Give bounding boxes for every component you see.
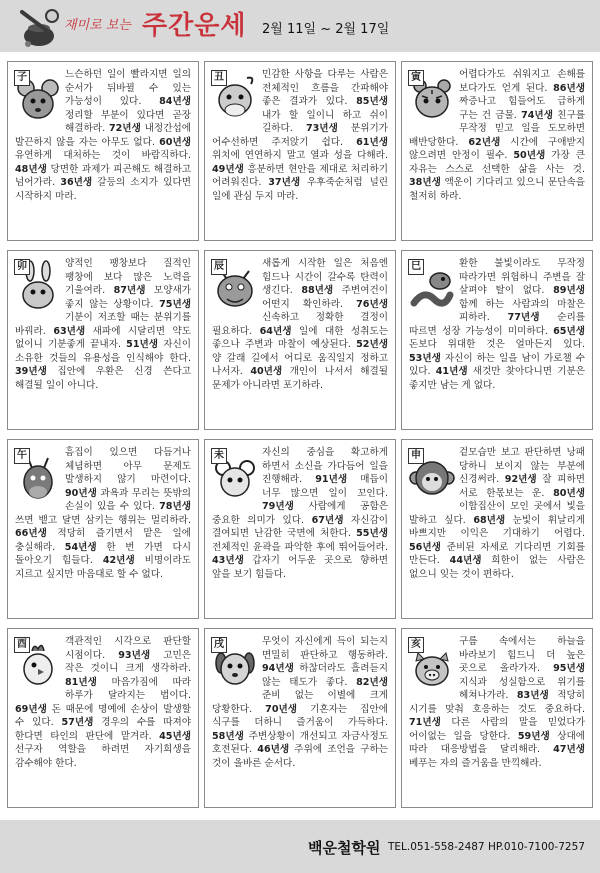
fortune-segment: 기분이 저조할 때는 분위기를 바꿔라. <box>15 312 191 337</box>
fortune-segment: 상대에 따라 대응방법을 달리해라. <box>409 730 585 755</box>
fortune-segment: 새롭게 시작한 일은 처음엔 힘드나 시간이 갈수록 탄력이 생긴다. <box>262 258 388 296</box>
birth-year: 49년생 <box>212 163 244 175</box>
fortune-segment: 개인이 나서서 해결될 문제가 아니라면 포기하라. <box>212 366 388 391</box>
fortune-segment: 경우의 수를 따져야 한다면 타인의 판단에 맡겨라. <box>15 717 191 742</box>
fortune-segment: 양적인 팽창보다 질적인 팽창에 보다 많은 노력을 기울여라. <box>65 258 191 296</box>
fortune-segment: 자신의 중심을 확고하게 하면서 소신을 가다듬어 일을 진행해라. <box>262 447 388 485</box>
birth-year: 68년생 <box>473 514 506 526</box>
fortune-segment: 매듭이 너무 많으면 일이 꼬인다. <box>262 474 389 499</box>
birth-year: 76년생 <box>356 298 388 310</box>
fortune-segment: 흠집이 있으면 다듬거나 체념하면 아무 문제도 발생하지 않기 마련이다. <box>65 447 191 485</box>
birth-year: 79년생 <box>262 501 294 512</box>
fortune-segment: 새것만 찾아다니면 기분은 좋지만 남는 게 없다. <box>409 366 585 391</box>
fortune-segment: 내정간섭에 발끈하지 않을 자는 아무도 없다. <box>15 123 192 148</box>
fortune-segment: 겉모습만 보고 판단하면 낭패 당하니 보이지 않는 부분에 신경써라. <box>459 447 585 485</box>
birth-year: 86년생 <box>553 82 585 94</box>
birth-year: 77년생 <box>507 312 540 323</box>
fortune-segment: 환한 불빛이라도 무작정 따라가면 위험하니 주변을 잘 살펴야 탈이 없다. <box>459 258 585 296</box>
zodiac-char: 戌 <box>211 637 227 653</box>
fortune-segment: 우후죽순처럼 널린 일에 관심 두지 마라. <box>212 177 388 202</box>
lucky-pot-icon <box>16 6 62 48</box>
fortune-segment: 내가 할 일이니 하고 쉬이 길하다. <box>262 109 388 134</box>
birth-year: 56년생 <box>409 541 441 553</box>
zodiac-char: 卯 <box>14 259 30 275</box>
birth-year: 72년생 <box>108 123 141 134</box>
fortune-segment: 기혼자는 집안에 식구를 더하니 즐거움이 가득하다. <box>212 703 388 728</box>
birth-year: 89년생 <box>553 285 585 296</box>
birth-year: 93년생 <box>118 649 151 661</box>
birth-year: 38년생 <box>409 177 441 188</box>
fortune-card-tiger <box>401 61 593 241</box>
birth-year: 42년생 <box>102 555 135 566</box>
fortune-segment: 쓰면 뱉고 달면 삼키는 행위는 멀리하라. <box>15 514 191 526</box>
footer-bar <box>0 820 600 873</box>
zodiac-char: 寅 <box>408 70 424 86</box>
birth-year: 85년생 <box>356 96 388 107</box>
birth-year: 71년생 <box>409 717 441 728</box>
birth-year: 45년생 <box>159 730 191 742</box>
fortune-segment: 위치에 연연하지 말고 열과 성을 다해라. <box>212 150 388 161</box>
fortune-segment: 한 번 가면 다시 돌아오기 힘들다. <box>15 541 191 566</box>
birth-year: 37년생 <box>268 177 301 188</box>
fortune-segment: 고민은 작은 것이니 크게 생각하라. <box>65 649 192 674</box>
birth-year: 88년생 <box>301 285 334 296</box>
fortune-segment: 일에 대한 성취도는 좋으나 주변과 마찰이 예상된다. <box>212 325 389 350</box>
birth-year: 53년생 <box>409 352 441 364</box>
fortune-segment: 마음가짐에 따라 하루가 달라지는 법이다. <box>65 676 191 701</box>
zodiac-char: 午 <box>14 448 30 464</box>
header-bar <box>0 0 600 52</box>
birth-year: 62년생 <box>468 136 501 148</box>
fortune-card-rooster <box>7 628 199 808</box>
fortune-segment: 당면한 과제가 피곤해도 해결하고 넘어가라. <box>15 163 191 188</box>
header-subtitle: 재미로 보는 <box>64 18 131 33</box>
birth-year: 75년생 <box>159 298 191 310</box>
fortune-segment: 준비된 자세로 기다리면 기회를 만든다. <box>409 541 585 566</box>
fortune-segment: 적당히 시기를 맞춰 호응하는 것도 중요하다. <box>409 690 585 715</box>
fortune-segment: 분위기가 어수선하면 주저앉기 쉽다. <box>212 123 389 148</box>
zodiac-char: 酉 <box>14 637 30 653</box>
fortune-segment: 지식과 성실함으로 위기를 헤쳐나가라. <box>459 676 585 701</box>
birth-year: 43년생 <box>212 555 244 566</box>
fortune-segment: 신속하고 정확한 결정이 필요하다. <box>212 312 388 337</box>
birth-year: 64년생 <box>259 325 292 337</box>
birth-year: 81년생 <box>65 676 97 688</box>
birth-year: 67년생 <box>311 514 344 526</box>
fortune-segment: 준비 없는 이별에 크게 당황한다. <box>212 690 388 715</box>
birth-year: 92년생 <box>504 474 537 485</box>
birth-year: 80년생 <box>553 487 585 499</box>
zodiac-char: 子 <box>14 70 30 86</box>
birth-year: 90년생 <box>65 487 97 499</box>
academy-name: 백운철학원 <box>308 839 381 857</box>
birth-year: 58년생 <box>212 730 244 742</box>
birth-year: 66년생 <box>15 528 47 539</box>
fortune-segment: 짜증나고 힘들어도 급하게 구는 건 금물. <box>459 96 585 121</box>
fortune-card-rat <box>7 61 199 241</box>
birth-year: 61년생 <box>356 136 388 148</box>
birth-year: 44년생 <box>449 555 482 566</box>
birth-year: 91년생 <box>315 474 348 485</box>
zodiac-char: 辰 <box>211 259 227 275</box>
fortune-segment: 돈 때문에 명예에 손상이 발생할 수 있다. <box>15 703 191 728</box>
fortune-segment: 민감한 사항을 다루는 사람은 전체적인 흐름을 간파해야 좋은 결과가 있다. <box>262 69 388 107</box>
birth-year: 59년생 <box>517 730 550 742</box>
fortune-card-rabbit <box>7 250 199 430</box>
birth-year: 70년생 <box>265 703 298 715</box>
birth-year: 51년생 <box>126 339 159 350</box>
birth-year: 95년생 <box>553 663 585 674</box>
fortune-card-sheep <box>204 439 396 619</box>
birth-year: 69년생 <box>15 703 47 715</box>
fortune-segment: 베푸는 자의 즐거움을 만끽해라. <box>409 757 542 769</box>
fortune-segment: 다른 사람의 말을 믿었다가 어이없는 일을 당한다. <box>409 717 585 742</box>
birth-year: 57년생 <box>61 717 94 728</box>
fortune-card-dog <box>204 628 396 808</box>
fortune-segment: 돈보다 위대한 것은 얼마든지 있다. <box>409 339 585 350</box>
fortune-segment: 이합집산이 모인 곳에서 빛을 발하고 싶다. <box>409 501 585 526</box>
birth-year: 94년생 <box>262 663 294 674</box>
birth-year: 55년생 <box>356 528 388 539</box>
fortune-segment: 주변여건이 어떤지 확인하라. <box>262 285 388 310</box>
fortune-card-monkey <box>401 439 593 619</box>
fortune-segment: 주위에 조언을 구하는 것이 올바른 순서다. <box>212 744 388 769</box>
birth-year: 63년생 <box>53 325 86 337</box>
fortune-segment: 집안에 우환은 신경 쓴다고 해결될 일이 아니다. <box>15 366 191 391</box>
fortune-segment: 정리할 부분이 있다면 곧장 해결하라. <box>65 109 191 134</box>
fortune-card-ox <box>204 61 396 241</box>
zodiac-char: 亥 <box>408 637 424 653</box>
birth-year: 74년생 <box>521 109 553 121</box>
zodiac-char: 未 <box>211 448 227 464</box>
fortune-segment: 객관적인 시각으로 판단할 시점이다. <box>65 636 191 661</box>
birth-year: 46년생 <box>257 744 290 755</box>
fortune-segment: 과욕과 무리는 뜻밖의 손실이 있을 수 있다. <box>65 487 191 512</box>
fortune-segment: 비명이라도 지르고 싶지만 마음대로 할 수 없다. <box>15 555 192 580</box>
fortune-segment: 무엇이 자신에게 득이 되는지 면밀히 판단하고 행동하라. <box>262 636 388 661</box>
fortune-segment: 유연하게 대처하는 것이 바람직하다. <box>15 150 191 161</box>
fortune-segment: 희한이 없는 사람은 없으니 잊는 것이 편하다. <box>409 555 585 580</box>
birth-year: 78년생 <box>159 501 191 512</box>
birth-year: 36년생 <box>60 177 93 188</box>
fortune-segment: 선구자 역할을 하려면 자기희생을 감수해야 한다. <box>15 744 191 769</box>
fortune-segment: 자신이 소유한 것들의 유용성을 인식해야 한다. <box>15 339 191 364</box>
fortune-segment: 구름 속에서는 하늘을 바라보기 힘드니 더 높은 곳으로 올라가자. <box>459 636 585 674</box>
birth-year: 73년생 <box>305 123 338 134</box>
fortune-segment: 어렵다가도 쉬워지고 손해를 보다가도 얻게 된다. <box>459 69 585 94</box>
fortune-segment: 흥분하면 현안을 제대로 처리하기 어려워진다. <box>212 163 388 188</box>
fortune-segment: 양 갈래 길에서 어디로 움직일지 정하고 나서자. <box>212 352 388 377</box>
fortune-segment: 눈빛이 휘날리게 바쁘지만 이익은 기대하기 어렵다. <box>409 514 585 539</box>
fortune-segment: 함께 하는 사람과의 마찰은 피하라. <box>459 298 585 323</box>
fortune-segment: 시간에 구애받지 않으려면 안정이 필수. <box>409 136 585 161</box>
fortune-segment: 자신감이 결여되면 난감한 국면에 처한다. <box>212 514 388 539</box>
fortune-segment: 전체적인 윤곽을 파악한 후에 뛰어들어라. <box>212 541 388 553</box>
birth-year: 40년생 <box>250 366 283 377</box>
fortune-segment: 자신이 하는 일을 남이 가로챌 수 있다. <box>409 352 585 377</box>
birth-year: 87년생 <box>113 285 146 296</box>
fortune-segment: 모양새가 좋지 않는 상황이다. <box>65 285 191 310</box>
birth-year: 52년생 <box>356 339 388 350</box>
fortune-segment: 느슨하던 일이 빨라지면 일의 순서가 뒤바뀔 수 있는 가능성이 있다. <box>65 69 191 107</box>
fortune-segment: 사람에게 공함은 중요한 의미가 있다. <box>212 501 388 526</box>
fortune-segment: 새파에 시달리면 약도 없이니 기분좋게 끝내자. <box>15 325 191 350</box>
birth-year: 60년생 <box>159 136 191 148</box>
fortune-segment: 주변상황이 개선되고 자금사정도 호전된다. <box>212 730 388 755</box>
fortune-segment: 친구를 무작정 믿고 일을 도모하면 배반당한다. <box>409 109 585 148</box>
zodiac-char: 申 <box>408 448 424 464</box>
fortune-card-horse <box>7 439 199 619</box>
birth-year: 54년생 <box>64 541 97 553</box>
birth-year: 82년생 <box>356 676 388 688</box>
birth-year: 47년생 <box>553 744 585 755</box>
fortune-segment: 액운이 기다리고 있으니 문단속을 철저히 하라. <box>409 177 585 202</box>
fortune-card-snake <box>401 250 593 430</box>
fortune-segment: 잘 피하면 서로 한몫보는 운. <box>459 474 586 499</box>
fortune-segment: 가장 큰 자유는 스스로 선택한 삶을 사는 것. <box>409 150 586 175</box>
fortune-segment: 적당히 즐기면서 맡은 일에 충실해라. <box>15 528 191 553</box>
zodiac-char: 巳 <box>408 259 424 275</box>
birth-year: 48년생 <box>15 163 47 175</box>
fortune-segment: 갑자기 어두운 곳으로 향하면 앞을 보기 힘들다. <box>212 555 388 580</box>
fortune-card-pig <box>401 628 593 808</box>
birth-year: 50년생 <box>513 150 546 161</box>
fortune-segment: 갈등의 소지가 있다면 시작하지 마라. <box>15 177 191 202</box>
zodiac-char: 丑 <box>211 70 227 86</box>
fortune-segment: 하찮더라도 흘려듣지 않는 태도가 좋다. <box>262 663 388 688</box>
birth-year: 65년생 <box>553 325 585 337</box>
fortune-segment: 순리를 따르면 성장 가능성이 미미하다. <box>409 312 585 337</box>
birth-year: 41년생 <box>435 366 468 377</box>
birth-year: 39년생 <box>15 366 47 377</box>
fortune-card-dragon <box>204 250 396 430</box>
date-range: 2월 11일 ~ 2월 17일 <box>262 22 390 37</box>
page-title: 주간운세 <box>142 11 247 41</box>
birth-year: 84년생 <box>159 96 191 107</box>
birth-year: 83년생 <box>516 690 549 701</box>
contact-info: TEL.051-558-2487 HP.010-7100-7257 <box>388 841 585 853</box>
